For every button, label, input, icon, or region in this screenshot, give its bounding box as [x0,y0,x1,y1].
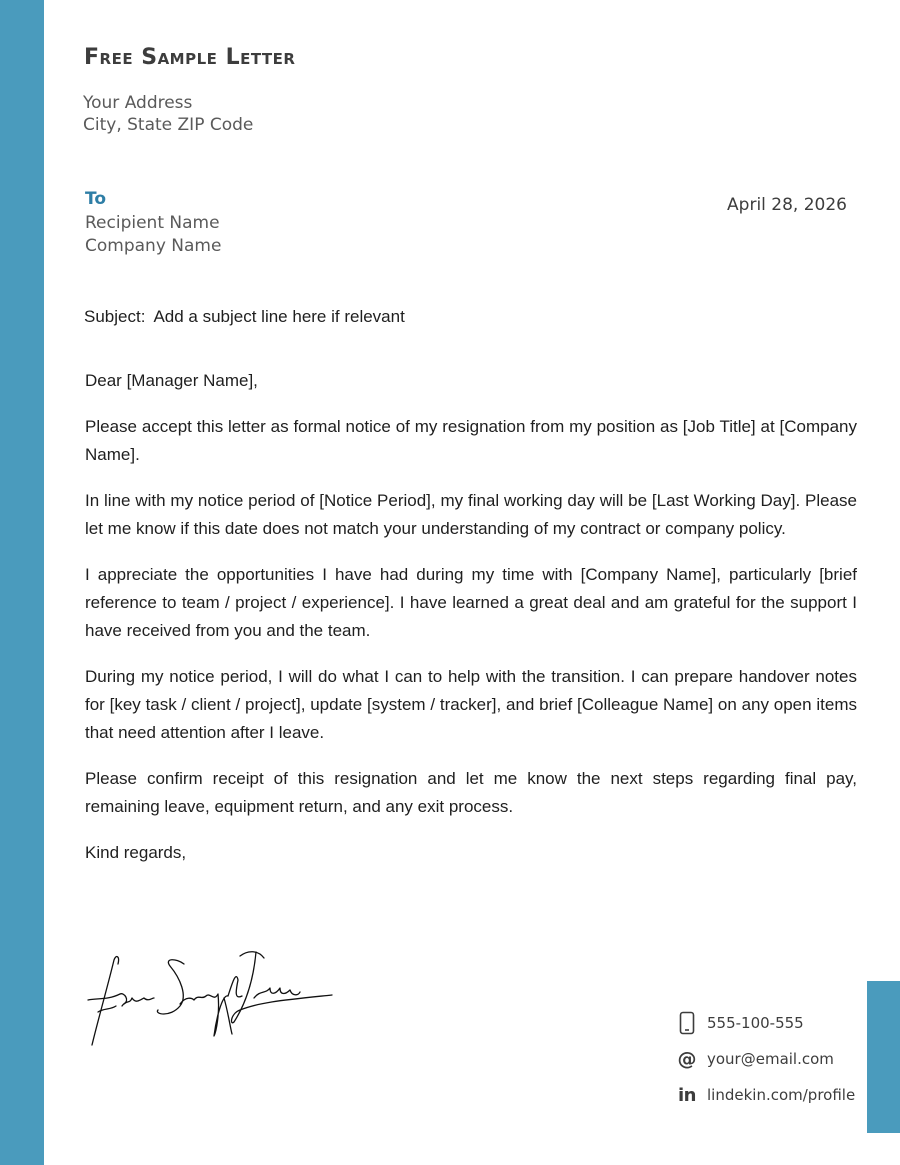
phone-icon [676,1011,698,1035]
recipient-name: Recipient Name [85,213,220,233]
right-accent-tab [867,981,900,1133]
email-address[interactable]: your@email.com [707,1050,834,1068]
sender-address-line: Your Address [83,93,193,113]
linkedin-url[interactable]: lindekin.com/profile [707,1086,856,1104]
subject-text: Add a subject line here if relevant [153,307,405,326]
contact-linkedin [676,1077,855,1113]
subject-line [84,307,405,327]
left-accent-bar [0,0,44,1165]
recipient-block [85,212,221,258]
phone-number[interactable]: 555-100-555 [707,1014,804,1032]
body-paragraph: Please accept this letter as formal notice of my resignation from my position as [Job Title] at [Company Name]. [85,417,857,464]
to-label: To [85,189,107,209]
at-icon: @ [677,1048,697,1070]
letter-title: Free Sample Letter [84,45,296,70]
contact-block [676,1005,855,1113]
contact-phone [676,1005,855,1041]
subject-label: Subject: [84,307,146,326]
contact-email [676,1041,855,1077]
body-paragraph: Please confirm receipt of this resignation and let me know the next steps regarding final pay, remaining leave, equipment return, and any exit process. [85,769,857,816]
body-paragraph: During my notice period, I will do what I can to help with the transition. I can prepare handover notes for [key task / client / project], update [system / tracker], and brief [Colleague Name] on any open items that need attention after I leave. [85,667,857,742]
handwritten-signature [84,940,344,1060]
recipient-company: Company Name [85,236,222,256]
sender-city-line: City, State ZIP Code [83,115,254,135]
sender-address [83,92,253,136]
greeting: Dear [Manager Name], [85,371,258,390]
linkedin-icon: in [678,1084,696,1106]
body-paragraph: In line with my notice period of [Notice Period], my final working day will be [Last Working Day]. Please let me know if this date does not match your understanding of my contract or company policy. [85,491,857,538]
letter-date: April 28, 2026 [727,195,847,215]
letter-body [85,367,857,885]
closing: Kind regards, [85,843,187,862]
body-paragraph: I appreciate the opportunities I have had during my time with [Company Name], particularly [brief reference to team / project / experience]. I have learned a great deal and am grateful for the support I have received from you and the team. [85,565,857,640]
